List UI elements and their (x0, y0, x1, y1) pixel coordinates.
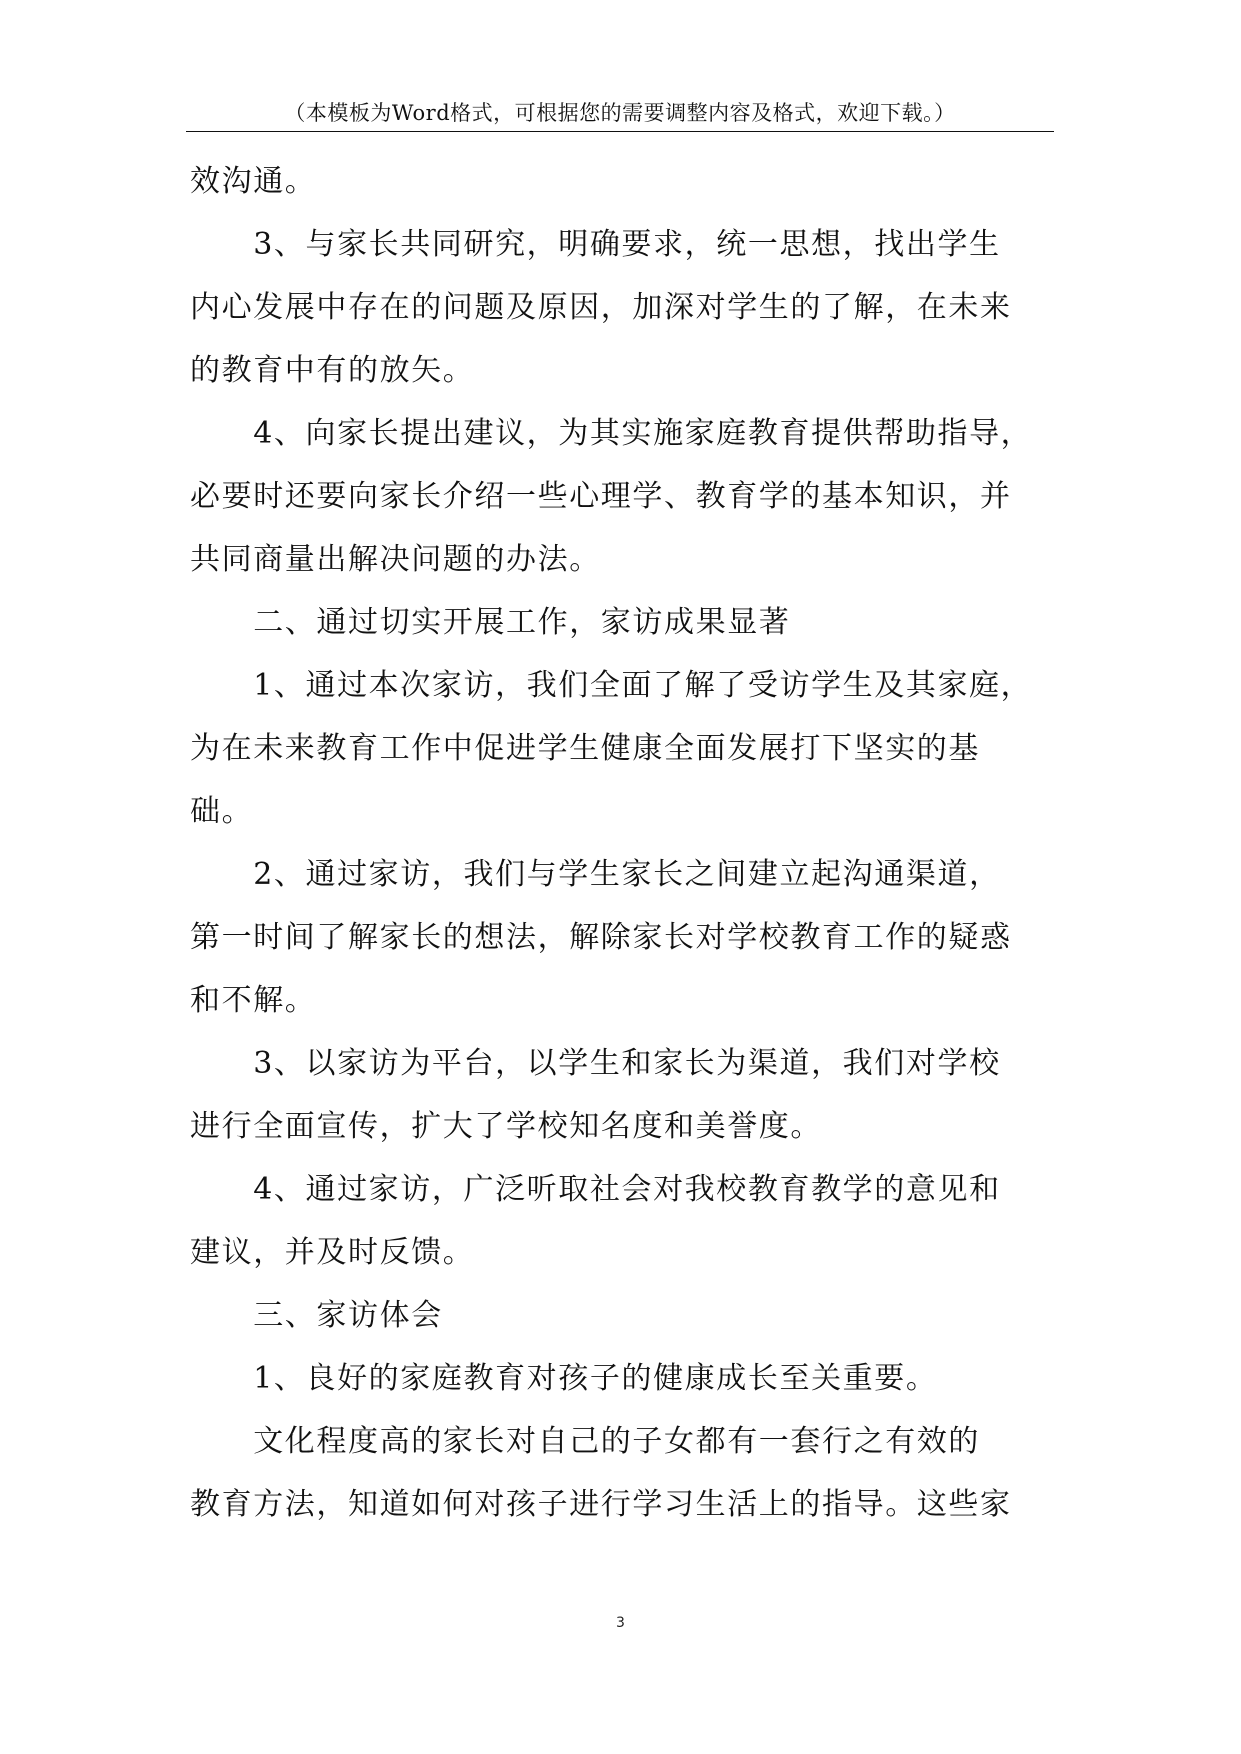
section-heading: 三、家访体会 (190, 1298, 443, 1333)
document-body (190, 150, 1050, 1536)
paragraph: 3、以家访为平台，以学生和家长为渠道，我们对学校 进行全面宣传，扩大了学校知名度和美誉度。 (190, 1046, 1001, 1144)
paragraph: 2、通过家访，我们与学生家长之间建立起沟通渠道， 第一时间了解家长的想法，解除家长对学校教育工作的疑惑 和不解。 (190, 857, 1012, 1018)
paragraph: 1、通过本次家访，我们全面了解了受访学生及其家庭， 为在未来教育工作中促进学生健康全面发展打下坚实的基 础。 (190, 668, 1033, 829)
section-heading: 二、通过切实开展工作，家访成果显著 (190, 605, 791, 640)
template-notice-header: （本模板为Word格式，可根据您的需要调整内容及格式，欢迎下载。） (284, 101, 956, 125)
header-divider (186, 131, 1054, 132)
paragraph: 文化程度高的家长对自己的子女都有一套行之有效的 教育方法，知道如何对孩子进行学习生活上的指导。这些家 (190, 1424, 1012, 1522)
paragraph: 1、良好的家庭教育对孩子的健康成长至关重要。 (190, 1361, 938, 1396)
paragraph: 4、向家长提出建议，为其实施家庭教育提供帮助指导， 必要时还要向家长介绍一些心理学、教育学的基本知识，并 共同商量出解决问题的办法。 (190, 416, 1033, 577)
paragraph: 效沟通。 (190, 164, 317, 199)
page-number: 3 (616, 1615, 625, 1631)
paragraph: 4、通过家访，广泛听取社会对我校教育教学的意见和 建议，并及时反馈。 (190, 1172, 1001, 1270)
paragraph: 3、与家长共同研究，明确要求，统一思想，找出学生 内心发展中存在的问题及原因，加深对学生的了解，在未来 的教育中有的放矢。 (190, 227, 1012, 388)
